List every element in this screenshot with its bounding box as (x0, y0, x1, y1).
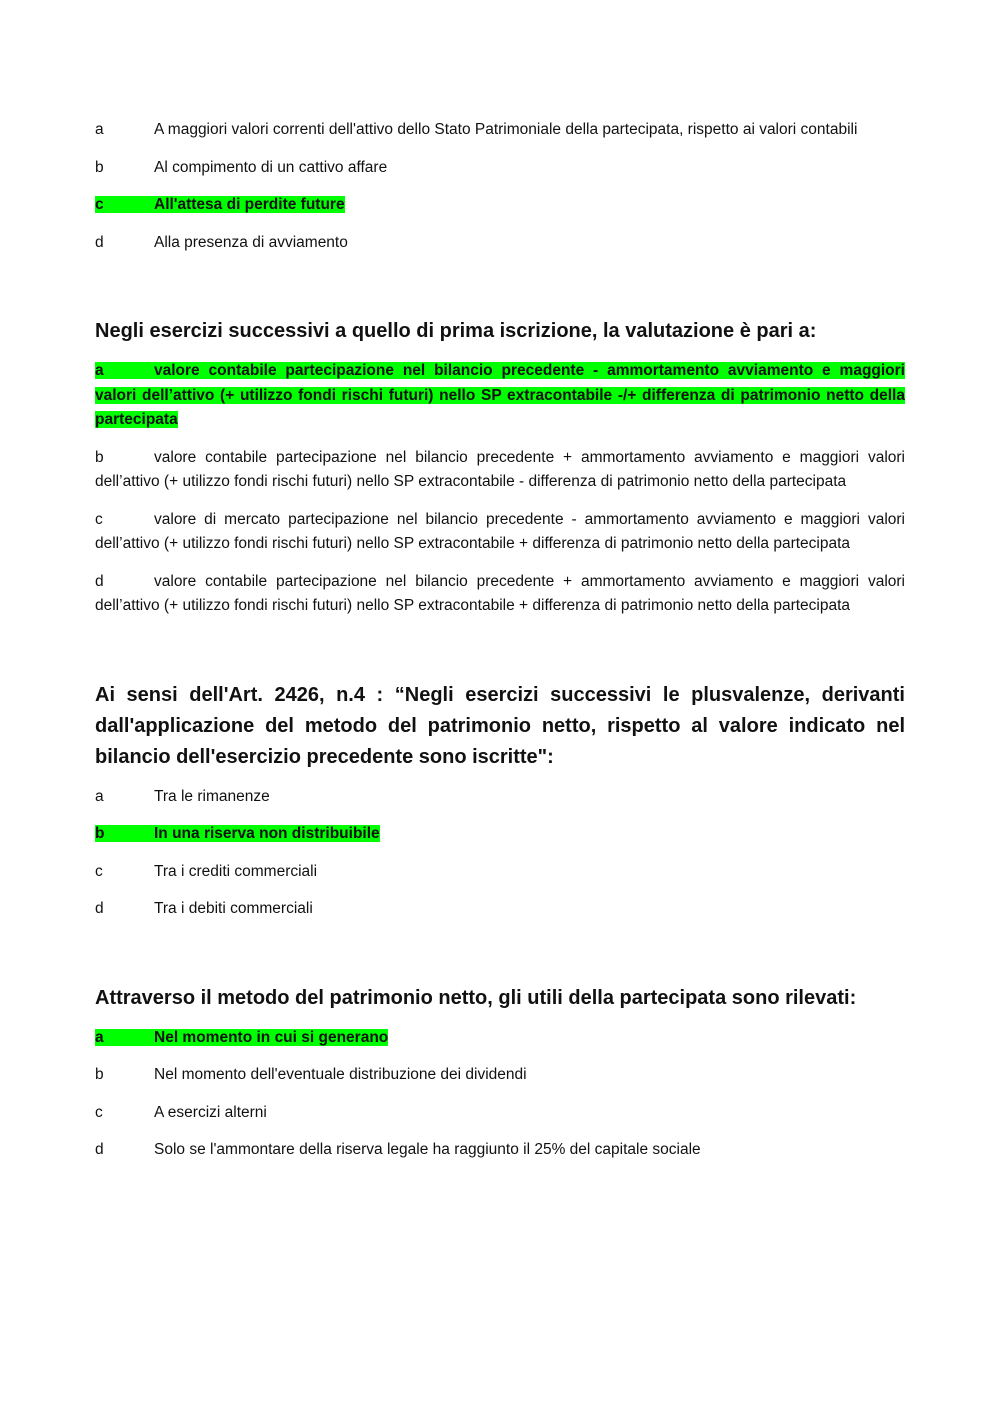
question-text: Attraverso il metodo del patrimonio netto, gli utili della partecipata sono rilevati: (95, 986, 857, 1009)
question-text: Ai sensi dell'Art. 2426, n.4 : “Negli esercizi successivi le plusvalenze, derivanti dall'applicazione del metodo del patrimonio netto, rispetto al valore indicato nel bilancio dell'esercizio precedente sono iscritte": (95, 683, 905, 768)
option-a: a A maggiori valori correnti dell'attivo dello Stato Patrimoniale della partecipata, rispetto ai valori contabili (95, 121, 858, 138)
option-text: All'attesa di perdite future (154, 196, 345, 213)
option-d: d valore contabile partecipazione nel bilancio precedente + ammortamento avviamento e maggiori valori dell’attivo (+ utilizzo fondi rischi futuri) nello SP extracontabile + differenza di patrimonio netto della partecipata (95, 572, 905, 614)
option-text: Solo se l'ammontare della riserva legale ha raggiunto il 25% del capitale sociale (154, 1141, 701, 1158)
option-text: Nel momento in cui si generano (154, 1028, 389, 1046)
option-text: In una riserva non distribuibile (154, 825, 380, 842)
option-text: valore contabile partecipazione nel bilancio precedente + ammortamento avviamento e maggiori valori dell’attivo (+ utilizzo fondi rischi futuri) nello SP extracontabile + differenza di patrimonio netto della partecipata (95, 572, 905, 614)
question-block-1 (95, 316, 905, 619)
option-text: Nel momento dell'eventuale distribuzione dei dividendi (154, 1066, 527, 1083)
top-options (95, 118, 905, 255)
option-b-correct (95, 822, 905, 847)
option-a-correct (95, 359, 905, 433)
correct-answer-highlight: c All'attesa di perdite future (95, 196, 345, 213)
option-d: d Tra i debiti commerciali (95, 900, 313, 917)
option-b: b valore contabile partecipazione nel bilancio precedente + ammortamento avviamento e maggiori valori dell’attivo (+ utilizzo fondi rischi futuri) nello SP extracontabile - differenza di patrimonio netto della partecipata (95, 448, 905, 490)
option-d: d Solo se l'ammontare della riserva legale ha raggiunto il 25% del capitale sociale (95, 1141, 701, 1158)
option-a: a Tra le rimanenze (95, 787, 270, 805)
option-b: b Nel momento dell'eventuale distribuzione dei dividendi (95, 1066, 527, 1083)
question-block-2 (95, 680, 905, 922)
option-text: valore di mercato partecipazione nel bilancio precedente - ammortamento avviamento e maggiori valori dell’attivo (+ utilizzo fondi rischi futuri) nello SP extracontabile + differenza di patrimonio netto della partecipata (95, 510, 905, 552)
question-block-3 (95, 983, 905, 1163)
option-text: A maggiori valori correnti dell'attivo dello Stato Patrimoniale della partecipata, rispetto ai valori contabili (154, 121, 858, 138)
correct-answer-highlight: b In una riserva non distribuibile (95, 825, 380, 842)
option-text: Alla presenza di avviamento (154, 233, 348, 251)
option-b: b Al compimento di un cattivo affare (95, 158, 388, 176)
option-text: valore contabile partecipazione nel bilancio precedente + ammortamento avviamento e maggiori valori dell’attivo (+ utilizzo fondi rischi futuri) nello SP extracontabile - differenza di patrimonio netto della partecipata (95, 448, 905, 490)
option-c: c valore di mercato partecipazione nel bilancio precedente - ammortamento avviamento e maggiori valori dell’attivo (+ utilizzo fondi rischi futuri) nello SP extracontabile + differenza di patrimonio netto della partecipata (95, 510, 905, 552)
document-page (95, 118, 905, 1176)
question-text: Negli esercizi successivi a quello di prima iscrizione, la valutazione è pari a: (95, 320, 817, 342)
option-text: Tra i crediti commerciali (154, 862, 318, 880)
option-text: Tra i debiti commerciali (154, 900, 313, 917)
option-c: c Tra i crediti commerciali (95, 862, 318, 880)
option-d: d Alla presenza di avviamento (95, 233, 348, 251)
option-c-correct (95, 193, 905, 218)
option-text: Tra le rimanenze (154, 787, 270, 805)
option-c: c A esercizi alterni (95, 1103, 267, 1121)
option-text: A esercizi alterni (154, 1103, 267, 1121)
option-text: valore contabile partecipazione nel bilancio precedente - ammortamento avviamento e maggiori valori dell’attivo (+ utilizzo fondi rischi futuri) nello SP extracontabile -/+ differenza di patrimonio netto della partecipata (95, 362, 905, 428)
option-a-correct (95, 1026, 905, 1051)
correct-answer-highlight: a Nel momento in cui si generano (95, 1028, 389, 1046)
option-text: Al compimento di un cattivo affare (154, 158, 388, 176)
correct-answer-highlight: a valore contabile partecipazione nel bilancio precedente - ammortamento avviamento e maggiori valori dell’attivo (+ utilizzo fondi rischi futuri) nello SP extracontabile -/+ differenza di patrimonio netto della partecipata (95, 362, 905, 428)
